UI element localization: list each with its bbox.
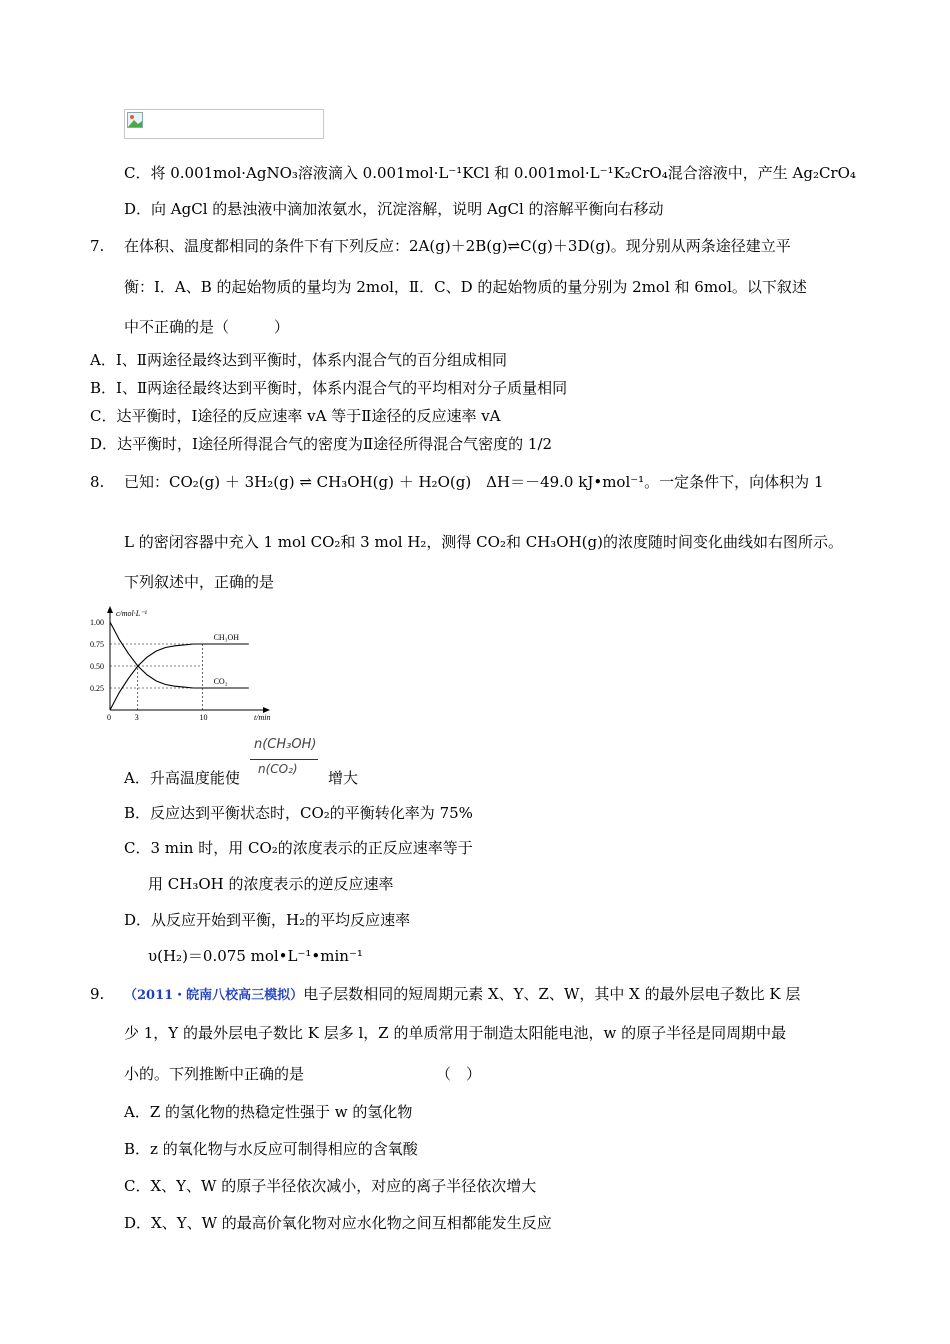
y-axis-label: c/mol·L⁻¹ bbox=[116, 609, 147, 618]
x-axis-label: t/min bbox=[254, 713, 271, 722]
q9-stem-line1-wrap bbox=[124, 984, 800, 1006]
q8-option-d-line2: υ(H₂)＝0.075 mol•L⁻¹•min⁻¹ bbox=[148, 947, 363, 965]
q8-number: 8. bbox=[90, 473, 105, 491]
q7-number: 7. bbox=[90, 237, 105, 255]
q8-option-c-line1: C．3 min 时，用 CO₂的浓度表示的正反应速率等于 bbox=[124, 839, 473, 857]
q9-option-b: B．z 的氧化物与水反应可制得相应的含氧酸 bbox=[124, 1140, 418, 1158]
fraction-numerator: n(CH₃OH) bbox=[254, 737, 317, 752]
q7-option-d: D．达平衡时，Ⅰ途径所得混合气的密度为Ⅱ途径所得混合气密度的 1/2 bbox=[90, 435, 553, 453]
series-line-co2 bbox=[110, 622, 249, 688]
q8-stem-line1: 已知：CO₂(g) ＋ 3H₂(g) ⇌ CH₃OH(g) ＋ H₂O(g) ΔH＝－49.0 kJ•mol⁻¹。一定条件下，向体积为 1 bbox=[124, 473, 824, 491]
broken-image-placeholder bbox=[124, 109, 324, 139]
q9-option-d: D．X、Y、W 的最高价氧化物对应水化物之间互相都能发生反应 bbox=[124, 1214, 552, 1232]
series-label-co2: CO₂ bbox=[213, 677, 228, 686]
x-tick-label: 3 bbox=[134, 713, 139, 722]
q8-option-c-line2: 用 CH₃OH 的浓度表示的逆反应速率 bbox=[148, 875, 394, 893]
q9-number: 9. bbox=[90, 985, 105, 1003]
series-label-ch3oh: CH₃OH bbox=[213, 633, 240, 642]
q8-option-b: B．反应达到平衡状态时，CO₂的平衡转化率为 75% bbox=[124, 804, 473, 822]
q9-source-tag: （2011・皖南八校高三模拟） bbox=[124, 988, 304, 1003]
q9-option-a: A．Z 的氢化物的热稳定性强于 w 的氢化物 bbox=[124, 1103, 413, 1121]
q9-option-c: C．X、Y、W 的原子半径依次减小，对应的离子半径依次增大 bbox=[124, 1177, 537, 1195]
q7-stem-line3: 中不正确的是（ ） bbox=[124, 318, 290, 336]
fraction-denominator: n(CO₂) bbox=[258, 762, 298, 776]
y-tick-label: 1.00 bbox=[90, 618, 104, 627]
ratio-fraction bbox=[248, 737, 320, 783]
q9-stem-line3: 小的。下列推断中正确的是 bbox=[124, 1065, 305, 1083]
q9-answer-paren: （ ） bbox=[436, 1065, 482, 1083]
concentration-time-chart bbox=[86, 600, 286, 725]
y-axis-arrow bbox=[107, 606, 113, 613]
y-tick-label: 0.75 bbox=[90, 640, 104, 649]
y-tick-label: 0.25 bbox=[90, 684, 104, 693]
q6-option-d: D．向 AgCl 的悬浊液中滴加浓氨水，沉淀溶解，说明 AgCl 的溶解平衡向右移动 bbox=[124, 200, 664, 218]
q6-option-c: C．将 0.001mol·AgNO₃溶液滴入 0.001mol·L⁻¹KCl 和 0.001mol·L⁻¹K₂CrO₄混合溶液中，产生 Ag₂CrO₄ bbox=[124, 164, 856, 182]
broken-image-icon bbox=[127, 112, 143, 128]
x-tick-label: 10 bbox=[199, 713, 208, 722]
q7-stem-line2: 衡：Ⅰ．A、B 的起始物质的量均为 2mol，Ⅱ．C、D 的起始物质的量分别为 2mol 和 6mol。以下叙述 bbox=[124, 278, 807, 296]
q7-option-a: A．Ⅰ、Ⅱ两途径最终达到平衡时，体系内混合气的百分组成相同 bbox=[90, 351, 507, 369]
x-tick-label: 0 bbox=[107, 713, 111, 722]
q8-stem-line3: 下列叙述中，正确的是 bbox=[124, 573, 275, 591]
q7-option-c: C．达平衡时，Ⅰ途径的反应速率 vA 等于Ⅱ途径的反应速率 vA bbox=[90, 407, 501, 425]
q8-stem-line2: L 的密闭容器中充入 1 mol CO₂和 3 mol H₂，测得 CO₂和 CH₃OH(g)的浓度随时间变化曲线如右图所示。 bbox=[124, 533, 843, 551]
y-tick-label: 0.50 bbox=[90, 662, 104, 671]
q8-option-d-line1: D．从反应开始到平衡，H₂的平均反应速率 bbox=[124, 911, 411, 929]
q7-stem-line1: 在体积、温度都相同的条件下有下列反应：2A(g)＋2B(g)⇌C(g)＋3D(g)。现分别从两条途径建立平 bbox=[124, 237, 791, 255]
q9-stem-line2: 少 1，Y 的最外层电子数比 K 层多 l，Z 的单质常用于制造太阳能电池，w 的原子半径是同周期中最 bbox=[124, 1024, 787, 1042]
q7-option-b: B．Ⅰ、Ⅱ两途径最终达到平衡时，体系内混合气的平均相对分子质量相同 bbox=[90, 379, 568, 397]
q9-stem-line1: 电子层数相同的短周期元素 X、Y、Z、W，其中 X 的最外层电子数比 K 层 bbox=[303, 985, 801, 1003]
q8-option-a-post: 增大 bbox=[328, 769, 359, 787]
fraction-bar bbox=[250, 759, 318, 760]
series-line-ch3oh bbox=[110, 644, 249, 710]
q8-option-a-pre: A．升高温度能使 bbox=[124, 769, 240, 787]
